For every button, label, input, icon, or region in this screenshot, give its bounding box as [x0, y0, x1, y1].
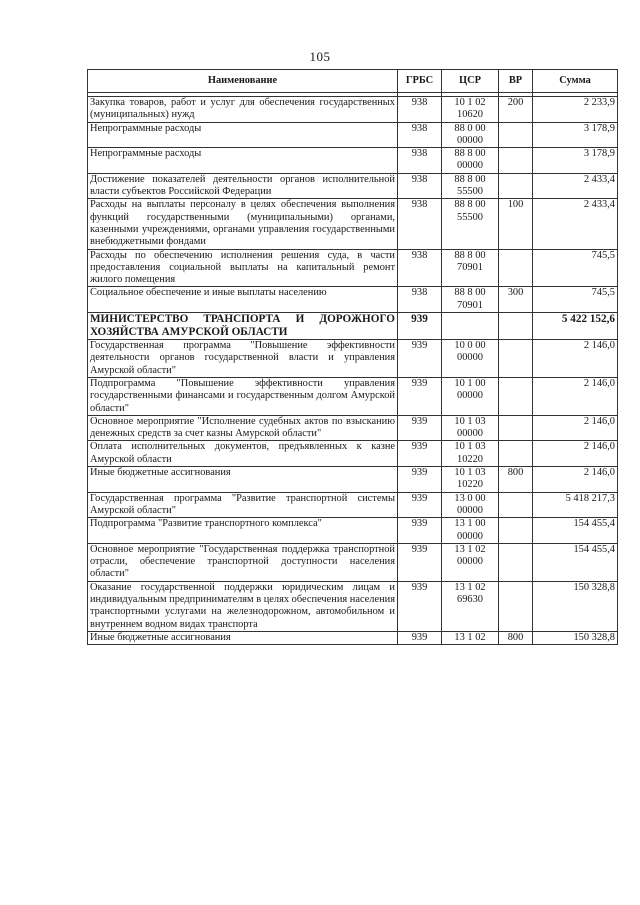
row-name-cell: Оплата исполнительных документов, предъявленных к казне Амурской области: [88, 441, 398, 467]
row-sum-cell: 2 146,0: [533, 415, 618, 441]
table-body: [88, 97, 618, 645]
row-sum-cell: 2 233,9: [533, 97, 618, 123]
header-vr: ВР: [499, 70, 533, 93]
row-name-cell: Основное мероприятие "Государственная поддержка транспортной отрасли, обеспечение транспортной доступности населения области": [88, 543, 398, 581]
row-grbs-cell: 939: [398, 313, 442, 340]
row-grbs-cell: 939: [398, 492, 442, 518]
row-name-cell: Оказание государственной поддержки юридическим лицам и индивидуальным предпринимателям в целях обеспечения населения транспортными услугами на железнодорожном, автомобильном и внутреннем водном видах транспорта: [88, 581, 398, 631]
table-row: [88, 377, 618, 415]
row-name-cell: Государственная программа "Повышение эффективности деятельности органов государственной власти и управления Амурской области": [88, 340, 398, 378]
table-row: [88, 313, 618, 340]
row-name-cell: Подпрограмма "Развитие транспортного комплекса": [88, 518, 398, 544]
table-row: [88, 199, 618, 249]
row-csr-cell: 88 8 00 55500: [442, 173, 499, 199]
row-sum-cell: 2 433,4: [533, 173, 618, 199]
row-name-cell: Основное мероприятие "Исполнение судебных актов по взысканию денежных средств за счет казны Амурской области": [88, 415, 398, 441]
row-grbs-cell: 938: [398, 287, 442, 313]
row-grbs-cell: 938: [398, 199, 442, 249]
row-sum-cell: 154 455,4: [533, 543, 618, 581]
row-grbs-cell: 939: [398, 631, 442, 644]
row-csr-cell: 88 8 00 70901: [442, 287, 499, 313]
row-vr-cell: 100: [499, 199, 533, 249]
header-name: Наименование: [88, 70, 398, 93]
row-csr-cell: 88 8 00 00000: [442, 148, 499, 174]
row-grbs-cell: 939: [398, 518, 442, 544]
header-sum: Сумма: [533, 70, 618, 93]
row-name-cell: Достижение показателей деятельности органов исполнительной власти субъектов Российской Федерации: [88, 173, 398, 199]
row-name-cell: Непрограммные расходы: [88, 122, 398, 148]
row-sum-cell: 5 418 217,3: [533, 492, 618, 518]
row-csr-cell: [442, 313, 499, 340]
row-name-cell: МИНИСТЕРСТВО ТРАНСПОРТА И ДОРОЖНОГО ХОЗЯЙСТВА АМУРСКОЙ ОБЛАСТИ: [88, 313, 398, 340]
table-row: [88, 122, 618, 148]
row-vr-cell: [499, 518, 533, 544]
row-sum-cell: 5 422 152,6: [533, 313, 618, 340]
row-csr-cell: 88 0 00 00000: [442, 122, 499, 148]
table-row: [88, 148, 618, 174]
table-row: [88, 287, 618, 313]
row-vr-cell: 200: [499, 97, 533, 123]
row-vr-cell: 800: [499, 631, 533, 644]
row-csr-cell: 13 1 02 00000: [442, 543, 499, 581]
row-csr-cell: 13 1 02 69630: [442, 581, 499, 631]
row-grbs-cell: 939: [398, 543, 442, 581]
row-grbs-cell: 939: [398, 467, 442, 493]
table-row: [88, 97, 618, 123]
row-name-cell: Иные бюджетные ассигнования: [88, 631, 398, 644]
row-csr-cell: 13 0 00 00000: [442, 492, 499, 518]
row-grbs-cell: 938: [398, 122, 442, 148]
row-vr-cell: [499, 148, 533, 174]
table-row: [88, 581, 618, 631]
budget-table: [87, 69, 618, 645]
row-csr-cell: 10 1 03 10220: [442, 441, 499, 467]
header-grbs: ГРБС: [398, 70, 442, 93]
row-csr-cell: 10 0 00 00000: [442, 340, 499, 378]
row-sum-cell: 154 455,4: [533, 518, 618, 544]
row-csr-cell: 88 8 00 70901: [442, 249, 499, 287]
row-csr-cell: 13 1 00 00000: [442, 518, 499, 544]
row-vr-cell: [499, 313, 533, 340]
row-sum-cell: 3 178,9: [533, 122, 618, 148]
row-csr-cell: 10 1 02 10620: [442, 97, 499, 123]
row-sum-cell: 2 146,0: [533, 467, 618, 493]
row-grbs-cell: 939: [398, 415, 442, 441]
page-number: 105: [309, 49, 331, 64]
row-sum-cell: 2 433,4: [533, 199, 618, 249]
table-row: [88, 249, 618, 287]
row-name-cell: Закупка товаров, работ и услуг для обеспечения государственных (муниципальных) нужд: [88, 97, 398, 123]
row-vr-cell: [499, 581, 533, 631]
row-vr-cell: [499, 122, 533, 148]
table-row: [88, 518, 618, 544]
row-csr-cell: 10 1 03 00000: [442, 415, 499, 441]
row-csr-cell: 13 1 02: [442, 631, 499, 644]
table-header-row: [88, 70, 618, 93]
header-csr: ЦСР: [442, 70, 499, 93]
table-row: [88, 340, 618, 378]
row-csr-cell: 88 8 00 55500: [442, 199, 499, 249]
row-sum-cell: 2 146,0: [533, 340, 618, 378]
row-vr-cell: [499, 340, 533, 378]
row-sum-cell: 150 328,8: [533, 581, 618, 631]
row-vr-cell: 800: [499, 467, 533, 493]
row-grbs-cell: 938: [398, 148, 442, 174]
table-row: [88, 441, 618, 467]
row-sum-cell: 745,5: [533, 249, 618, 287]
row-sum-cell: 2 146,0: [533, 441, 618, 467]
table-row: [88, 173, 618, 199]
row-vr-cell: 300: [499, 287, 533, 313]
row-grbs-cell: 938: [398, 173, 442, 199]
row-vr-cell: [499, 492, 533, 518]
row-csr-cell: 10 1 00 00000: [442, 377, 499, 415]
row-vr-cell: [499, 441, 533, 467]
row-sum-cell: 2 146,0: [533, 377, 618, 415]
table-row: [88, 415, 618, 441]
row-vr-cell: [499, 173, 533, 199]
row-vr-cell: [499, 377, 533, 415]
row-grbs-cell: 939: [398, 441, 442, 467]
row-grbs-cell: 939: [398, 581, 442, 631]
table-row: [88, 492, 618, 518]
row-name-cell: Подпрограмма "Повышение эффективности управления государственными финансами и государственным долгом Амурской области": [88, 377, 398, 415]
row-name-cell: Иные бюджетные ассигнования: [88, 467, 398, 493]
table-row: [88, 631, 618, 644]
row-grbs-cell: 938: [398, 97, 442, 123]
row-csr-cell: 10 1 03 10220: [442, 467, 499, 493]
row-vr-cell: [499, 415, 533, 441]
row-vr-cell: [499, 543, 533, 581]
row-name-cell: Государственная программа "Развитие транспортной системы Амурской области": [88, 492, 398, 518]
row-vr-cell: [499, 249, 533, 287]
row-name-cell: Расходы по обеспечению исполнения решения суда, в части предоставления социальной выплаты на капитальный ремонт жилого помещения: [88, 249, 398, 287]
row-sum-cell: 150 328,8: [533, 631, 618, 644]
table-row: [88, 467, 618, 493]
row-sum-cell: 745,5: [533, 287, 618, 313]
table-row: [88, 543, 618, 581]
row-grbs-cell: 938: [398, 249, 442, 287]
row-name-cell: Социальное обеспечение и иные выплаты населению: [88, 287, 398, 313]
row-grbs-cell: 939: [398, 377, 442, 415]
row-sum-cell: 3 178,9: [533, 148, 618, 174]
row-name-cell: Расходы на выплаты персоналу в целях обеспечения выполнения функций государственными (муниципальными) органами, казенными учреждениями, органами управления государственными внебюджетными фондами: [88, 199, 398, 249]
row-grbs-cell: 939: [398, 340, 442, 378]
row-name-cell: Непрограммные расходы: [88, 148, 398, 174]
